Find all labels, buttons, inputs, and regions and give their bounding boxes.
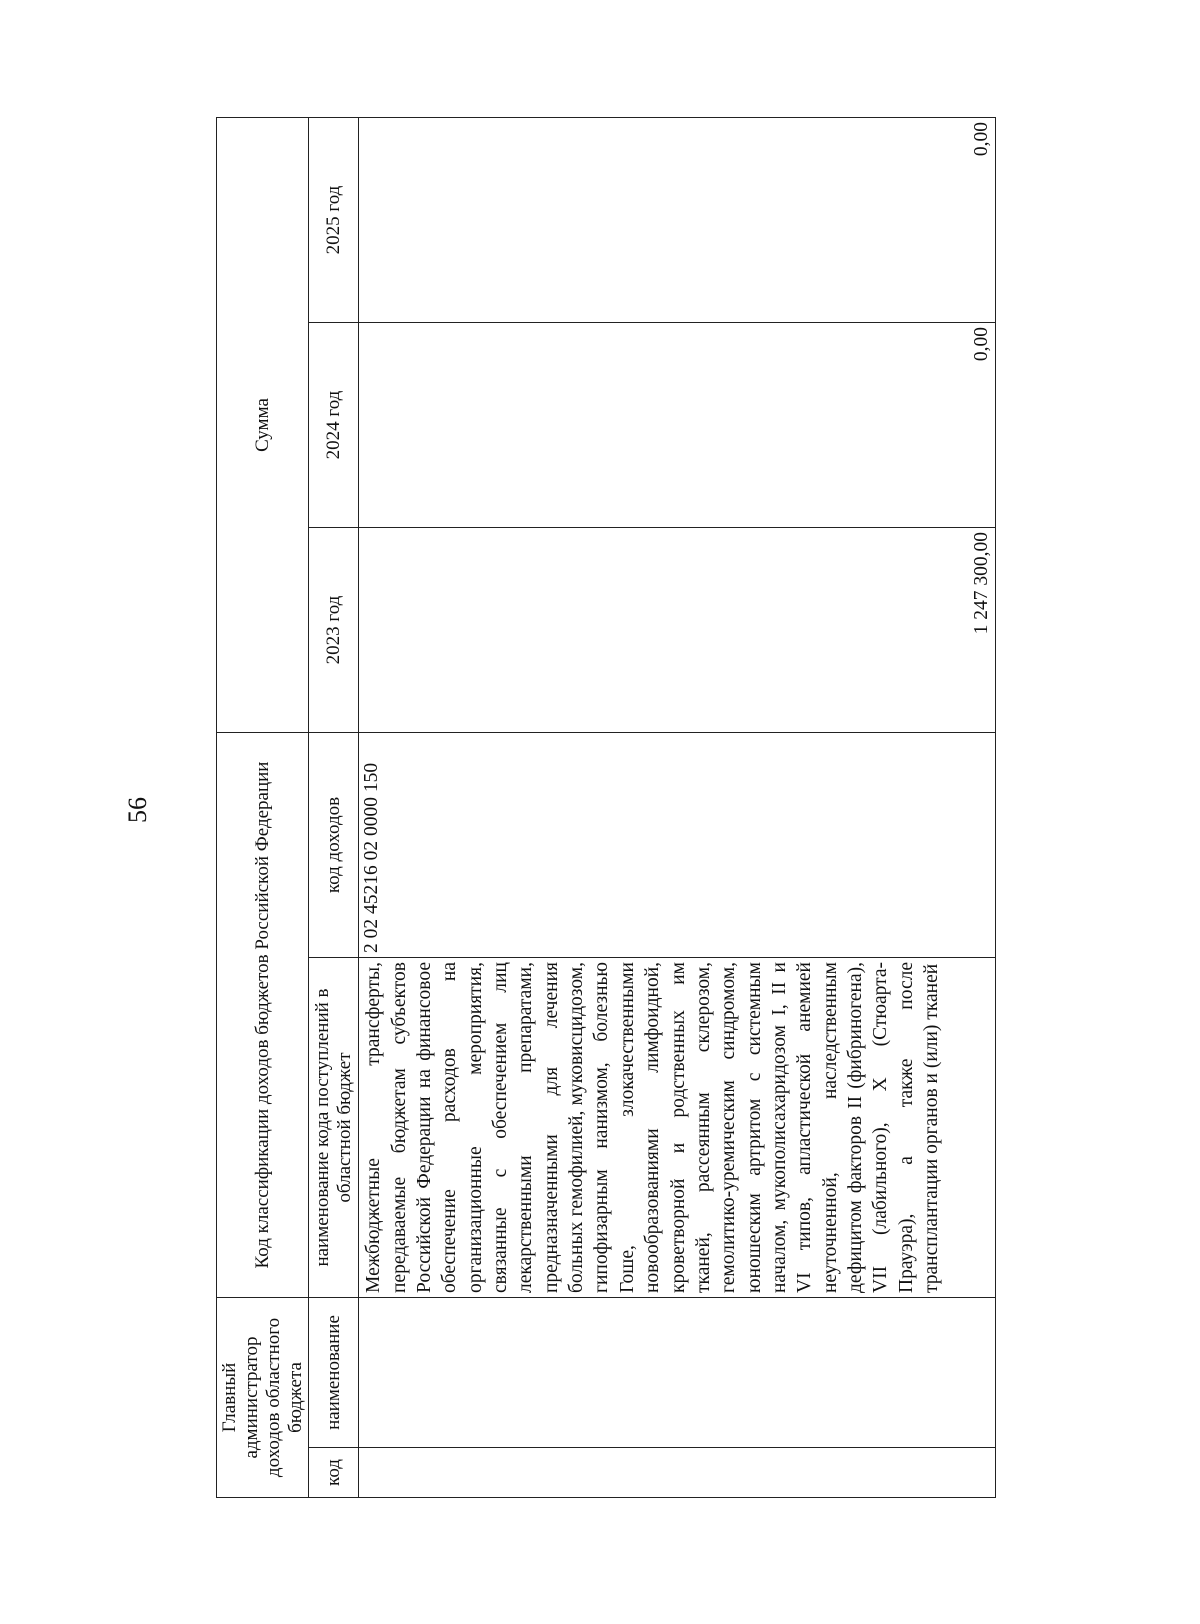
row-sum-2025-cell: 0,00 [359,118,996,323]
income-table [216,117,996,1498]
row-code-cell [359,1448,996,1498]
col-2024-header: 2024 год [309,323,359,528]
col-2025-header: 2025 год [309,118,359,323]
col-income-code-header: код доходов [309,733,359,958]
admin-group-header: Главный администратор доходов областного бюджета [217,1298,309,1498]
row-income-code-cell: 2 02 45216 02 0000 150 [359,733,996,958]
row-sum-2024-cell: 0,00 [359,323,996,528]
rotated-table-wrapper [216,118,996,1498]
col-income-name-header: наименование кода поступлений в областной бюджет [309,958,359,1298]
col-2023-header: 2023 год [309,528,359,733]
page-number: 56 [123,797,152,823]
row-name-cell [359,1298,996,1448]
sum-group-header: Сумма [217,118,309,733]
row-sum-2023-cell: 1 247 300,00 [359,528,996,733]
table-row [359,118,996,1498]
row-income-name-cell: Межбюджетные трансферты, передаваемые бюджетам субъектов Российской Федерации на финансовое обеспечение расходов на организационные мероприятия, связанные с обеспечением лиц лекарственными препаратами, предназначенными для лечения больных гемофилией, муковисцидозом, гипофизарным нанизмом, болезнью Гоше, злокачественными новообразованиями лимфоидной, кроветворной и родственных им тканей, рассеянным склерозом, гемолитико-уремическим синдромом, юношеским артритом с системным началом, мукополисахаридозом I, II и VI типов, апластической анемией неуточненной, наследственным дефицитом факторов II (фибриногена), VII (лабильного), X (Стюарта-Прауэра), а также после трансплантации органов и (или) тканей [359,958,996,1298]
classification-group-header: Код классификации доходов бюджетов Российской Федерации [217,733,309,1298]
col-name-header: наименование [309,1298,359,1448]
col-code-header: код [309,1448,359,1498]
